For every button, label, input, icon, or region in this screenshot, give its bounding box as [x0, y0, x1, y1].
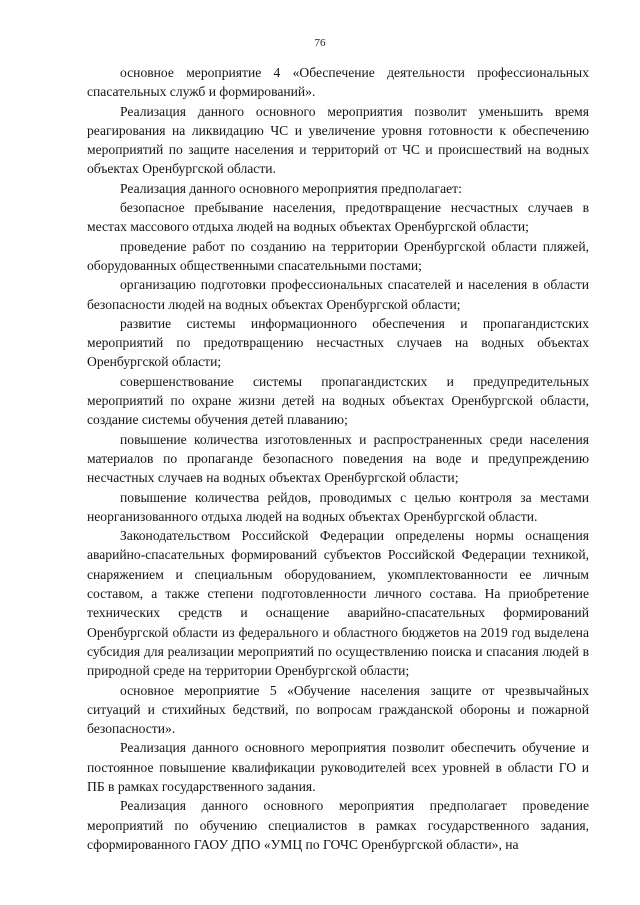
paragraph: Реализация данного основного мероприятия предполагает:	[120, 180, 462, 196]
paragraph: организацию подготовки профессиональных спасателей и населения в области безопасности людей на водных объектах Оренбургской области;	[87, 277, 589, 312]
page-number: 76	[314, 37, 326, 49]
document-body	[87, 63, 589, 854]
paragraph: Законодательством Российской Федерации определены нормы оснащения аварийно-спасательных формирований субъектов Российской Федерации техникой, снаряжением и специальным оборудованием, укомплектованности ее личным составом, а также степени подготовленности личного состава. На приобретение технических средств и оснащение аварийно-спасательных формирований Оренбургской области из федерального и областного бюджетов на 2019 год выделена субсидия для реализации мероприятий по осуществлению поиска и спасания людей в природной среде на территории Оренбургской области;	[87, 528, 589, 679]
paragraph: совершенствование системы пропагандистских и предупредительных мероприятий по охране жизни детей на водных объектах Оренбургской области, создание системы обучения детей плаванию;	[87, 373, 589, 428]
paragraph: повышение количества изготовленных и распространенных среди населения материалов по пропаганде безопасного поведения на воде и предупреждению несчастных случаев на водных объектах Оренбургской области;	[87, 431, 589, 486]
paragraph: повышение количества рейдов, проводимых с целью контроля за местами неорганизованного отдыха людей на водных объектах Оренбургской области.	[87, 489, 589, 524]
paragraph: проведение работ по созданию на территории Оренбургской области пляжей, оборудованных общественными спасательными постами;	[87, 238, 589, 273]
paragraph: развитие системы информационного обеспечения и пропагандистских мероприятий по предотвращению несчастных случаев на водных объектах Оренбургской области;	[87, 315, 589, 370]
paragraph: основное мероприятие 5 «Обучение населения защите от чрезвычайных ситуаций и стихийных бедствий, по вопросам гражданской обороны и пожарной безопасности».	[87, 682, 589, 737]
paragraph: основное мероприятие 4 «Обеспечение деятельности профессиональных спасательных служб и формирований».	[87, 65, 589, 100]
paragraph: Реализация данного основного мероприятия предполагает проведение мероприятий по обучению специалистов в рамках государственного задания, сформированного ГАОУ ДПО «УМЦ по ГОЧС Оренбургской области», на	[87, 798, 589, 852]
paragraph: Реализация данного основного мероприятия позволит обеспечить обучение и постоянное повышение квалификации руководителей всех уровней в области ГО и ПБ в рамках государственного задания.	[87, 740, 589, 794]
paragraph: безопасное пребывание населения, предотвращение несчастных случаев в местах массового отдыха людей на водных объектах Оренбургской области;	[87, 200, 589, 235]
paragraph: Реализация данного основного мероприятия позволит уменьшить время реагирования на ликвидацию ЧС и увеличение уровня готовности к обеспечению мероприятий по защите населения и территорий от ЧС и происшествий на водных объектах Оренбургской области.	[87, 103, 589, 177]
